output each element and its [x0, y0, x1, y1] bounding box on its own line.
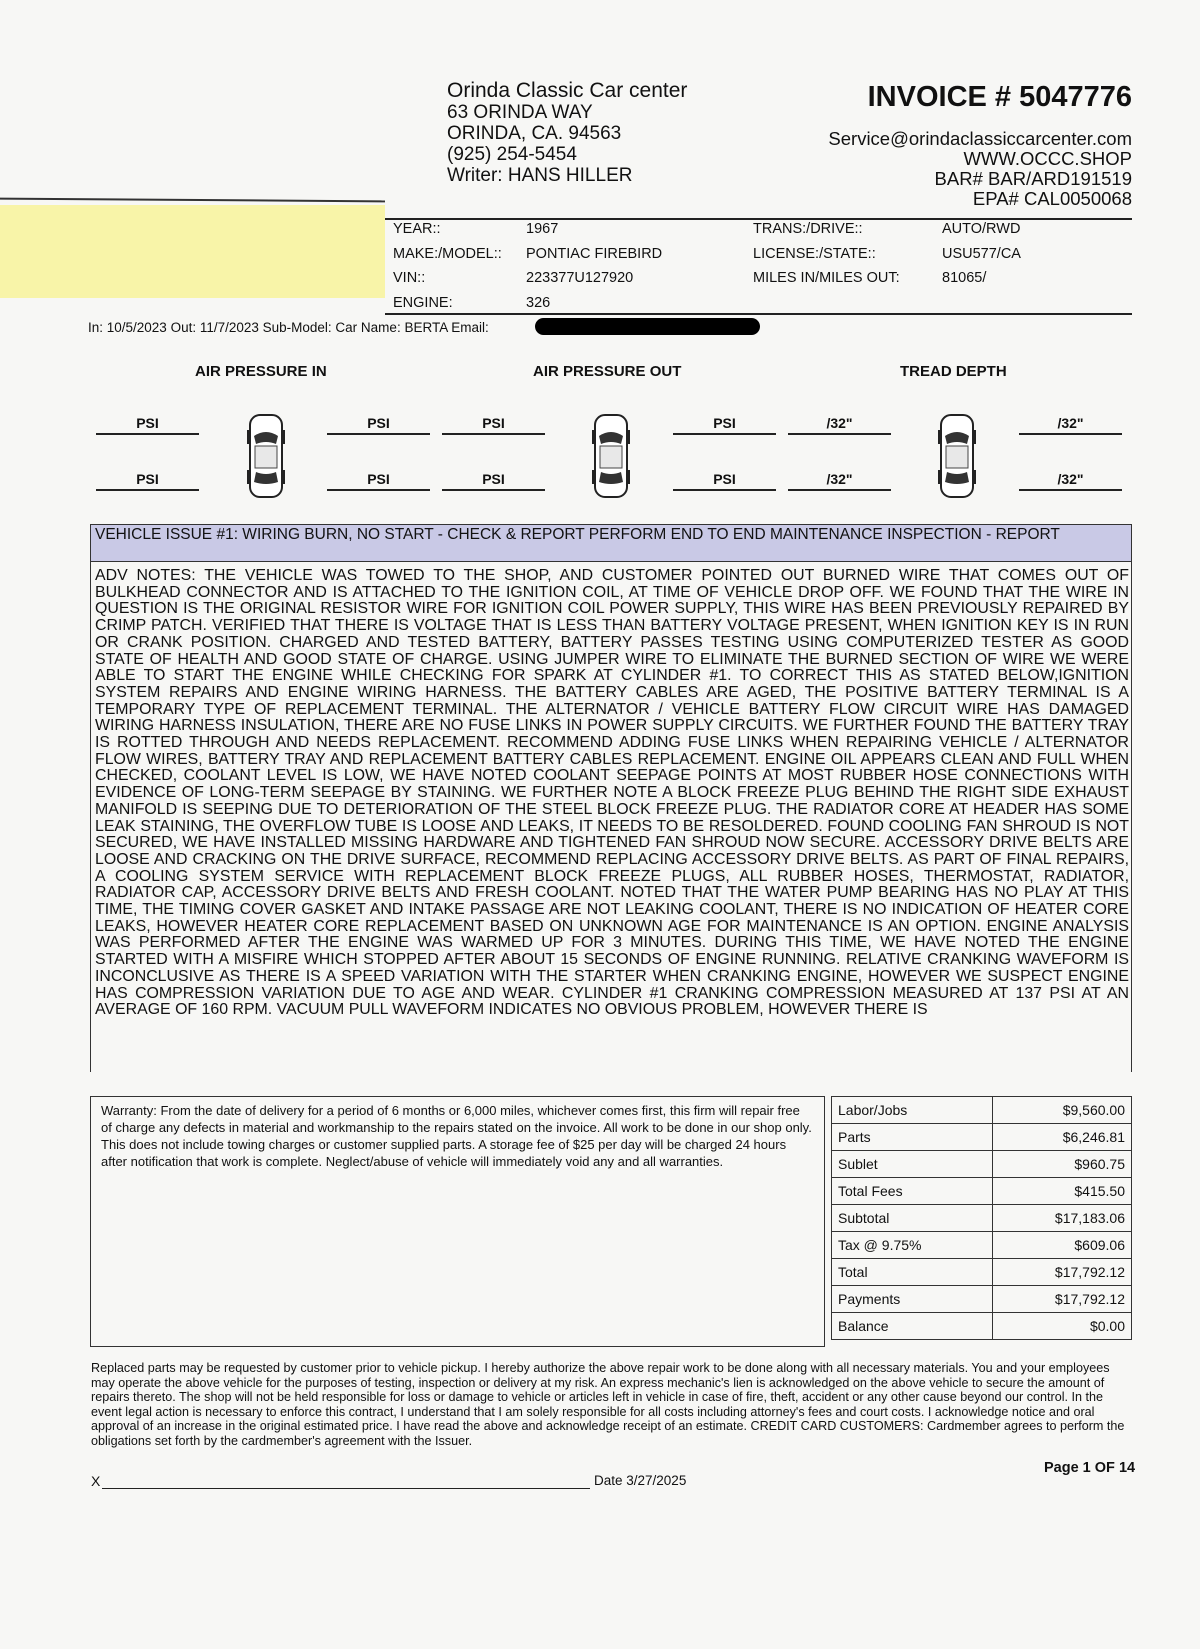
psi-field[interactable]: PSI	[673, 470, 776, 491]
totals-label: Parts	[832, 1124, 993, 1151]
totals-row	[832, 1178, 1132, 1205]
engine-label: ENGINE:	[393, 295, 453, 311]
totals-value: $9,560.00	[993, 1097, 1132, 1124]
engine-value: 326	[526, 295, 551, 311]
totals-row	[832, 1124, 1132, 1151]
shop-info	[447, 80, 687, 186]
totals-value: $17,792.12	[993, 1259, 1132, 1286]
psi-field[interactable]: PSI	[327, 470, 430, 491]
page-number: Page 1 OF 14	[1044, 1460, 1136, 1476]
advisor-notes: ADV NOTES: THE VEHICLE WAS TOWED TO THE SHOP, AND CUSTOMER POINTED OUT BURNED WIRE THAT COMES OUT OF BULKHEAD CONNECTOR AND IS ATTACHED TO THE IGNITION COIL, AT TIME OF VEHICLE DROP OFF. WE FOUND THAT THE WIRE IN QUESTION IS THE ORIGINAL RESISTOR WIRE FOR IGNITION COIL POWER SUPPLY, THIS WIRE HAS BEEN PREVIOUSLY REPAIRED BY CRIMP PATCH. VERIFIED THAT THERE IS VOLTAGE THAT IS LESS THAN BATTERY VOLTAGE PRESENT, WHEN IGNITION KEY IS IN RUN OR CRANK POSITION. CHARGED AND TESTED BATTERY, BATTERY PASSES TESTING USING COMPUTERIZED TESTER AS GOOD STATE OF HEALTH AND GOOD STATE OF CHARGE. USING JUMPER WIRE TO ELIMINATE THE BURNED SECTION OF WIRE WE WERE ABLE TO START THE ENGINE WHILE CHECKING FOR SPARK AT CYLINDER #1. TO CORRECT THIS AS STATED BELOW,IGNITION SYSTEM REPAIRS AND ENGINE WIRING HARNESS. THE BATTERY CABLES ARE AGED, THE POSITIVE BATTERY TERMINAL IS A TEMPORARY TYPE OF REPLACEMENT TERMINAL. THE ALTERNATOR / VEHICLE BATTERY FLOW CIRCUIT WIRE HAS DAMAGED WIRING HARNESS INSULATION, THERE ARE NO FUSE LINKS IN POWER SUPPLY CIRCUITS. WE FURTHER FOUND THE BATTERY TRAY IS ROTTED THROUGH AND NEEDS REPLACEMENT. RECOMMEND ADDING FUSE LINKS WHEN REPAIRING VEHICLE / ALTERNATOR FLOW WIRES, BATTERY TRAY AND REPLACEMENT BATTERY CABLES REPLACEMENT. ENGINE OIL APPEARS CLEAN AND FULL WHEN CHECKED, COOLANT LEVEL IS LOW, WE HAVE NOTED COOLANT SEEPAGE POINTS AT MOST RUBBER HOSE CONNECTIONS WITH EVIDENCE OF LONG-TERM SEEPAGE BY STAINING. WE FURTHER NOTE A BLOCK FREEZE PLUG BEHIND THE RIGHT SIDE EXHAUST MANIFOLD IS SEEPING DUE TO DETERIORATION OF THE STEEL BLOCK FREEZE PLUG. THE RADIATOR CORE AT HEADER HAS SOME LEAK STAINING, THE OVERFLOW TUBE IS LOOSE AND LEAKS, IT NEEDS TO BE RESOLDERED. FOUND COOLING FAN SHROUD IS NOT SECURED, WE HAVE INSTALLED MISSING HARDWARE AND TIGHTENED FAN SHROUD NOW SECURE. ACCESSORY DRIVE BELTS ARE LOOSE AND CRACKING ON THE DRIVE SURFACE, RECOMMEND REPLACING ACCESSORY DRIVE BELTS. AS PART OF FINAL REPAIRS, A COOLING SYSTEM SERVICE WITH REPLACEMENT BLOCK FREEZE PLUGS, ALL RUBBER HOSES, THERMOSTAT, RADIATOR, RADIATOR CAP, ACCESSORY DRIVE BELTS AND FRESH COOLANT. NOTED THAT THE WATER PUMP BEARING HAS NO PLAY AT THIS TIME, THE TIMING COVER GASKET AND INTAKE PASSAGE ARE NOT LEAKING COOLANT, THERE IS NO INDICATION OF HEATER CORE LEAKS, HOWEVER HEATER CORE REPLACEMENT BASED ON UNKNOWN AGE FOR MAINTENANCE IS AN OPTION. ENGINE ANALYSIS WAS PERFORMED AFTER THE ENGINE WAS WARMED UP FOR 3 MINUTES. DURING THIS TIME, WE HAVE NOTED THE ENGINE STARTED WITH A MISFIRE WHICH STOPPED AFTER ABOUT 15 SECONDS OF ENGINE RUNNING. RELATIVE CRANKING WAVEFORM IS INCONCLUSIVE AS THERE IS A SPEED VARIATION WITH THE STARTER WHEN CRANKING ENGINE, HOWEVER WE SUSPECT ENGINE HAS COMPRESSION VARIATION DUE TO AGE AND WEAR. CYLINDER #1 CRANKING COMPRESSION MEASURED AT 137 PSI AT AN AVERAGE OF 160 RPM. VACUUM PULL WAVEFORM INDICATES NO OBVIOUS PROBLEM, HOWEVER THERE IS	[95, 567, 1129, 1019]
psi-field[interactable]: PSI	[442, 414, 545, 435]
totals-row	[832, 1259, 1132, 1286]
psi-field[interactable]: PSI	[96, 470, 199, 491]
totals-label: Sublet	[832, 1151, 993, 1178]
psi-field[interactable]: PSI	[327, 414, 430, 435]
tread-field[interactable]: /32"	[788, 414, 891, 435]
shop-name: Orinda Classic Car center	[447, 79, 688, 102]
psi-field[interactable]: PSI	[673, 414, 776, 435]
shop-email: Service@orindaclassiccarcenter.com	[828, 128, 1132, 149]
trans-value: AUTO/RWD	[942, 221, 1021, 237]
psi-field[interactable]: PSI	[442, 470, 545, 491]
tread-field[interactable]: /32"	[1019, 470, 1122, 491]
shop-website: WWW.OCCC.SHOP	[963, 148, 1132, 169]
totals-value: $960.75	[993, 1151, 1132, 1178]
sticky-note	[0, 205, 385, 298]
totals-row	[832, 1151, 1132, 1178]
totals-label: Total	[832, 1259, 993, 1286]
divider	[385, 218, 1132, 220]
totals-label: Balance	[832, 1313, 993, 1340]
totals-value: $609.06	[993, 1232, 1132, 1259]
totals-row	[832, 1313, 1132, 1340]
vin-label: VIN::	[393, 270, 426, 286]
tread-depth-heading: TREAD DEPTH	[900, 363, 1007, 380]
signature-line[interactable]	[102, 1488, 590, 1489]
psi-field[interactable]: PSI	[96, 414, 199, 435]
totals-label: Labor/Jobs	[832, 1097, 993, 1124]
warranty-box	[90, 1096, 825, 1347]
license-label: LICENSE:/STATE::	[753, 246, 876, 262]
miles-value: 81065/	[942, 270, 987, 286]
totals-value: $17,183.06	[993, 1205, 1132, 1232]
totals-label: Tax @ 9.75%	[832, 1232, 993, 1259]
vehicle-issue-title: VEHICLE ISSUE #1: WIRING BURN, NO START - CHECK & REPORT PERFORM END TO END MAINTENANCE INSPECTION - REPORT	[90, 524, 1132, 562]
totals-row	[832, 1097, 1132, 1124]
warranty-text: Warranty: From the date of delivery for a period of 6 months or 6,000 miles, whichever comes first, this firm will repair free of charge any defects in material and workmanship to the repairs stated on the invoice. All work to be done in our shop only. This does not include towing charges or customer supplied parts. A storage fee of $25 per day will be charged 24 hours after notification that work is complete. Neglect/abuse of vehicle will immediately void any and all warranties.	[101, 1103, 812, 1169]
car-top-view-icon	[247, 412, 285, 500]
tread-field[interactable]: /32"	[788, 470, 891, 491]
totals-label: Subtotal	[832, 1205, 993, 1232]
shop-address-line2: ORINDA, CA. 94563	[447, 123, 622, 144]
totals-value: $415.50	[993, 1178, 1132, 1205]
totals-label: Total Fees	[832, 1178, 993, 1205]
miles-label: MILES IN/MILES OUT:	[753, 270, 900, 286]
totals-value: $0.00	[993, 1313, 1132, 1340]
totals-row	[832, 1205, 1132, 1232]
license-value: USU577/CA	[942, 246, 1021, 262]
invoice-info	[828, 80, 1132, 209]
shop-phone: (925) 254-5454	[447, 144, 577, 165]
totals-value: $17,792.12	[993, 1286, 1132, 1313]
invoice-number: INVOICE # 5047776	[867, 81, 1132, 113]
make-model-label: MAKE:/MODEL::	[393, 246, 502, 262]
visit-info: In: 10/5/2023 Out: 11/7/2023 Sub-Model: Car Name: BERTA Email:	[88, 320, 489, 335]
service-writer: Writer: HANS HILLER	[447, 165, 633, 186]
car-top-view-icon	[592, 412, 630, 500]
year-value: 1967	[526, 221, 559, 237]
totals-label: Payments	[832, 1286, 993, 1313]
trans-label: TRANS:/DRIVE::	[753, 221, 863, 237]
air-pressure-in-heading: AIR PRESSURE IN	[195, 363, 327, 380]
air-pressure-out-heading: AIR PRESSURE OUT	[533, 363, 682, 380]
divider	[385, 313, 1132, 315]
advisor-notes-box	[90, 562, 1132, 1072]
redaction-mark	[535, 318, 760, 335]
bar-number: BAR# BAR/ARD191519	[934, 168, 1132, 189]
shop-address-line1: 63 ORINDA WAY	[447, 102, 593, 123]
make-model-value: PONTIAC FIREBIRD	[526, 246, 663, 262]
tread-field[interactable]: /32"	[1019, 414, 1122, 435]
signature-date: Date 3/27/2025	[594, 1473, 687, 1488]
epa-number: EPA# CAL0050068	[972, 188, 1132, 209]
signature-x: X	[91, 1473, 101, 1489]
totals-value: $6,246.81	[993, 1124, 1132, 1151]
year-label: YEAR::	[393, 221, 441, 237]
vin-value: 223377U127920	[526, 270, 634, 286]
totals-row	[832, 1232, 1132, 1259]
totals-table	[831, 1096, 1132, 1340]
scan-artifact-line	[0, 198, 385, 203]
totals-row	[832, 1286, 1132, 1313]
legal-authorization-text: Replaced parts may be requested by customer prior to vehicle pickup. I hereby authorize the above repair work to be done along with all necessary materials. You and your employees may operate the above vehicle for the purposes of testing, inspection or delivery at my risk. An express mechanic's lien is acknowledged on the above vehicle to secure the amount of repairs thereto. The shop will not be held responsible for loss or damage to vehicle or articles left in vehicle in case of fire, theft, accident or any other cause beyond our control. In the event legal action is necessary to enforce this contract, I understand that I am solely responsible for all costs including attorney's fees and court costs. I acknowledge notice and oral approval of an increase in the original estimated price. I have read the above and acknowledge receipt of an estimate. CREDIT CARD CUSTOMERS: Cardmember agrees to perform the obligations set forth by the cardmember's agreement with the Issuer.	[91, 1361, 1125, 1448]
car-top-view-icon	[938, 412, 976, 500]
